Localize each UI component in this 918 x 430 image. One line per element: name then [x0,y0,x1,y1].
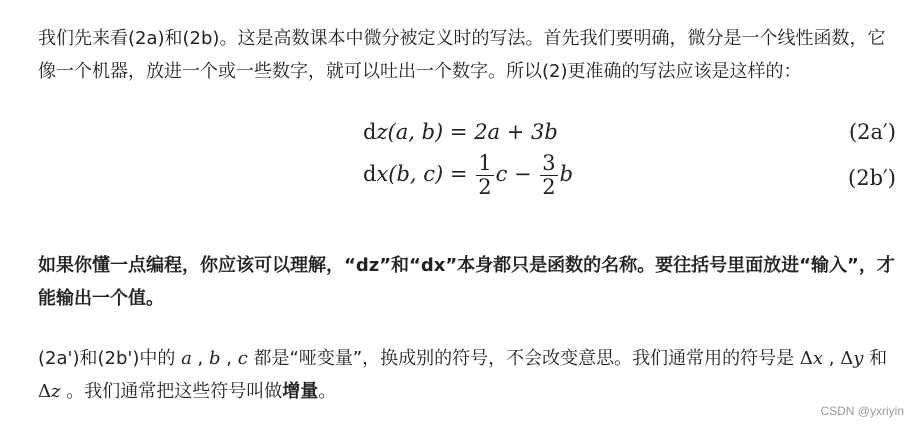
last-text-end: 。 [318,381,337,402]
delta-z-var: z [51,381,61,402]
eq1-fn: z [376,120,388,144]
delta-z [38,381,60,402]
eq2-frac2-numerator: 3 [542,151,556,175]
last-paragraph [38,342,898,408]
eq2-equals: = [443,162,475,186]
equation-2a-prime-body [363,120,558,144]
delta-x [800,348,823,369]
sep-2: , [220,348,238,369]
delta-x-symbol: Δ [799,348,813,369]
sep-1: , [191,348,209,369]
equation-2a-prime-tag: (2a′) [848,120,896,144]
eq2-frac1-denominator: 2 [478,175,492,199]
last-text-1: (2a')和(2b')中的 [38,348,182,369]
equation-2b-prime-tag: (2b′) [848,166,896,190]
equation-2b-prime-body [363,152,573,199]
delta-z-symbol: Δ [38,381,51,402]
eq2-fraction-2 [540,152,557,199]
eq1-args: (a, b) [387,120,444,144]
eq2-frac1-numerator: 1 [478,151,492,175]
intro-paragraph: 我们先来看(2a)和(2b)。这是高数课本中微分被定义时的写法。首先我们要明确，微分是一个线性函数，它像一个机器，放进一个或一些数字，就可以吐出一个数字。所以(2)更准确的写法应该是这样的： [38,28,886,82]
eq2-d: d [363,162,377,186]
eq2-var2: b [559,162,574,186]
eq2-fraction-1 [476,152,493,199]
delta-y-symbol: Δ [840,348,854,369]
article-body [38,22,898,408]
eq2-var1: c [495,162,508,186]
last-text-2: 都是“哑变量”，换成别的符号，不会改变意思。我们通常用的符号是 [247,348,800,369]
equation-block [38,110,898,220]
var-c: c [237,348,248,369]
delta-x-var: x [812,348,824,369]
delta-y-var: y [853,348,864,369]
csdn-watermark: CSDN @yxriyin [820,404,904,418]
sep-3: , [823,348,841,369]
last-text-3: 。我们通常把这些符号叫做 [60,381,283,402]
eq2-minus: − [507,162,539,186]
eq1-d: d [363,120,377,144]
eq2-fn: x [376,162,389,186]
eq2-frac2-denominator: 2 [542,175,556,199]
var-a: a [181,348,192,369]
var-b: b [208,348,221,369]
increment-term: 增量 [282,381,319,402]
bold-paragraph: 如果你懂一点编程，你应该可以理解，“dz”和“dx”本身都只是函数的名称。要往括号里面放进“输入”，才能输出一个值。 [38,255,895,309]
delta-y [840,348,863,369]
and-word: 和 [863,348,888,369]
eq2-args: (b, c) [388,162,444,186]
eq1-equals: = [443,120,475,144]
equation-2b-prime [38,152,898,214]
eq1-rhs: 2a + 3b [474,120,558,144]
